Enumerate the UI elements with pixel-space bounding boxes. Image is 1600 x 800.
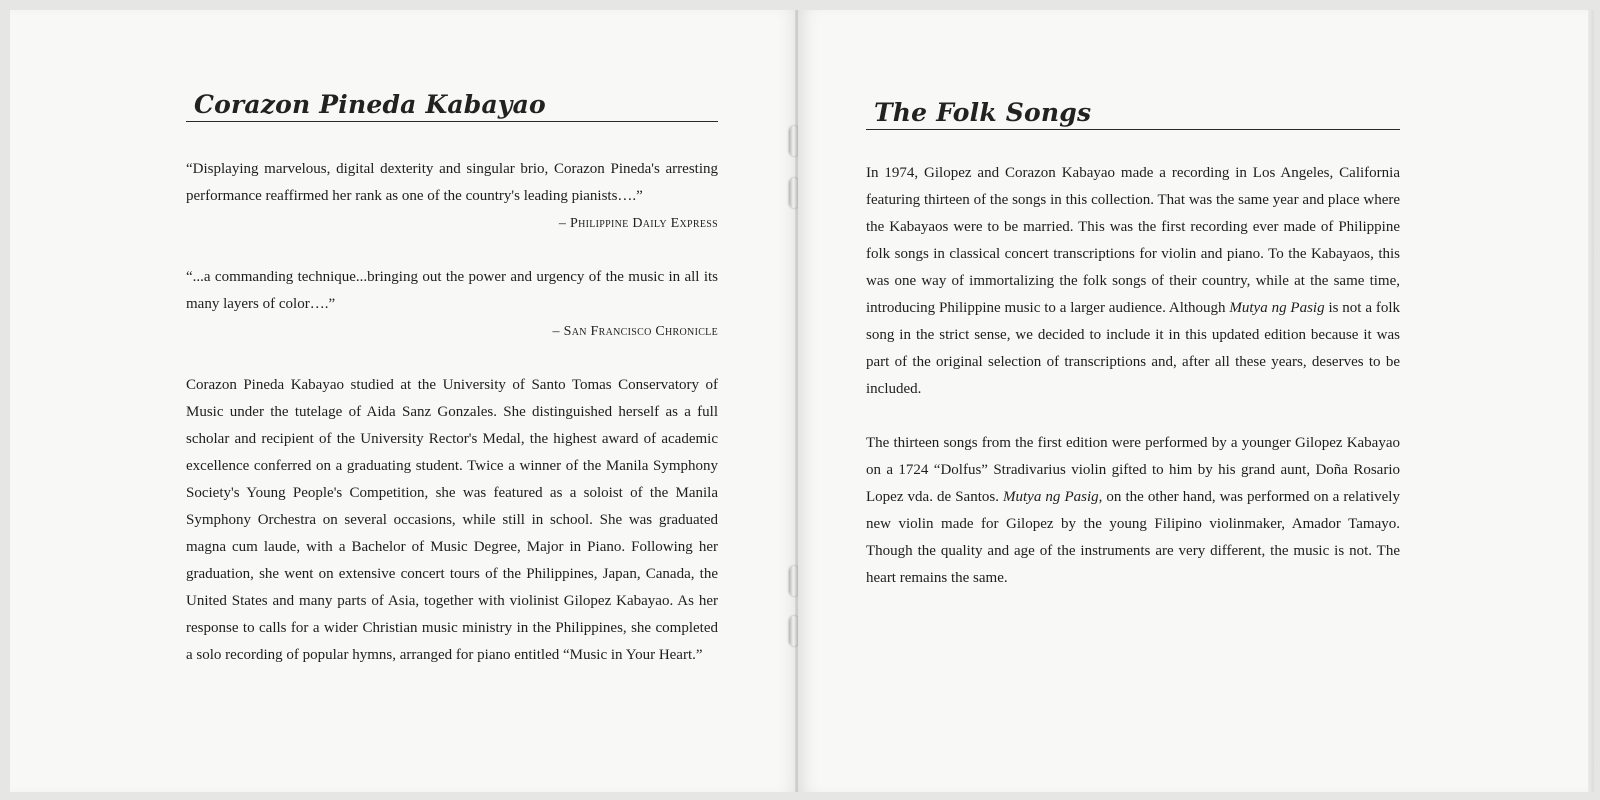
- quote-source-1: – Philippine Daily Express: [558, 216, 718, 231]
- heading-the-folk-songs: The Folk Songs: [874, 98, 1092, 127]
- biography-paragraph: Corazon Pineda Kabayao studied at the University of Santo Tomas Conservatory of Music under the tutelage of Aida Sanz Gonzales. She distinguished herself as a full scholar and recipient of the University Rector's Medal, the highest award of academic excellence conferred on a graduating student. Twice a winner of the Manila Symphony Society's Young People's Competition, she was featured as a soloist of the Manila Symphony Orchestra on several occasions, while still in school. She was graduated magna cum laude, with a Bachelor of Music Degree, Major in Piano. Following her graduation, she went on extensive concert tours of the Philippines, Japan, Canada, the United States and many parts of Asia, together with violinist Gilopez Kabayao. As her response to calls for a wider Christian music ministry in the Philippines, she completed a solo recording of popular hymns, arranged for piano entitled “Music in Your Heart.”: [186, 377, 718, 663]
- right-page: [798, 10, 1594, 792]
- folk-songs-paragraph-1: [866, 160, 1400, 403]
- left-page: [10, 10, 798, 792]
- paragraph-1-text-b: is not a folk song in the strict sense, we decided to include it in this updated edition because it was part of the original selection of transcriptions and, after all these years, deserves to be included.: [866, 300, 1400, 397]
- title-mutya-ng-pasig-2: Mutya ng Pasig,: [1003, 489, 1103, 505]
- paragraph-2-text-b: on the other hand, was performed on a relatively new violin made for Gilopez by the young Filipino violinmaker, Amador Tamayo. Though the quality and age of the instruments are very different, the music is not. The heart remains the same.: [866, 489, 1400, 586]
- press-quote-1: “Displaying marvelous, digital dexterity and singular brio, Corazon Pineda's arresting performance reaffirmed her rank as one of the country's leading pianists….”: [186, 161, 718, 204]
- heading-corazon-pineda-kabayao: Corazon Pineda Kabayao: [194, 90, 546, 119]
- paragraph-2-text-a: The thirteen songs from the first edition were performed by a younger Gilopez Kabayao on a 1724 “Dolfus” Stradivarius violin gifted to him by his grand aunt, Doña Rosario Lopez vda. de Santos.: [866, 435, 1400, 505]
- section-heading-folk-songs: [866, 98, 1400, 130]
- quote-source-2: – San Francisco Chronicle: [552, 324, 718, 339]
- section-heading-kabayao: [186, 90, 718, 122]
- paragraph-1-text-a: In 1974, Gilopez and Corazon Kabayao made a recording in Los Angeles, California featuring thirteen of the songs in this collection. That was the same year and place where the Kabayaos were to be married. This was the first recording ever made of Philippine folk songs in classical concert transcriptions for violin and piano. To the Kabayaos, this was one way of immortalizing the folk songs of their country, while at the same time, introducing Philippine music to a larger audience. Although: [866, 165, 1400, 316]
- press-quote-2: “...a commanding technique...bringing out the power and urgency of the music in all its many layers of color….”: [186, 269, 718, 312]
- right-text-column: [866, 160, 1400, 592]
- title-mutya-ng-pasig: Mutya ng Pasig: [1229, 300, 1325, 316]
- folk-songs-paragraph-2: [866, 430, 1400, 592]
- left-text-column: [186, 156, 718, 669]
